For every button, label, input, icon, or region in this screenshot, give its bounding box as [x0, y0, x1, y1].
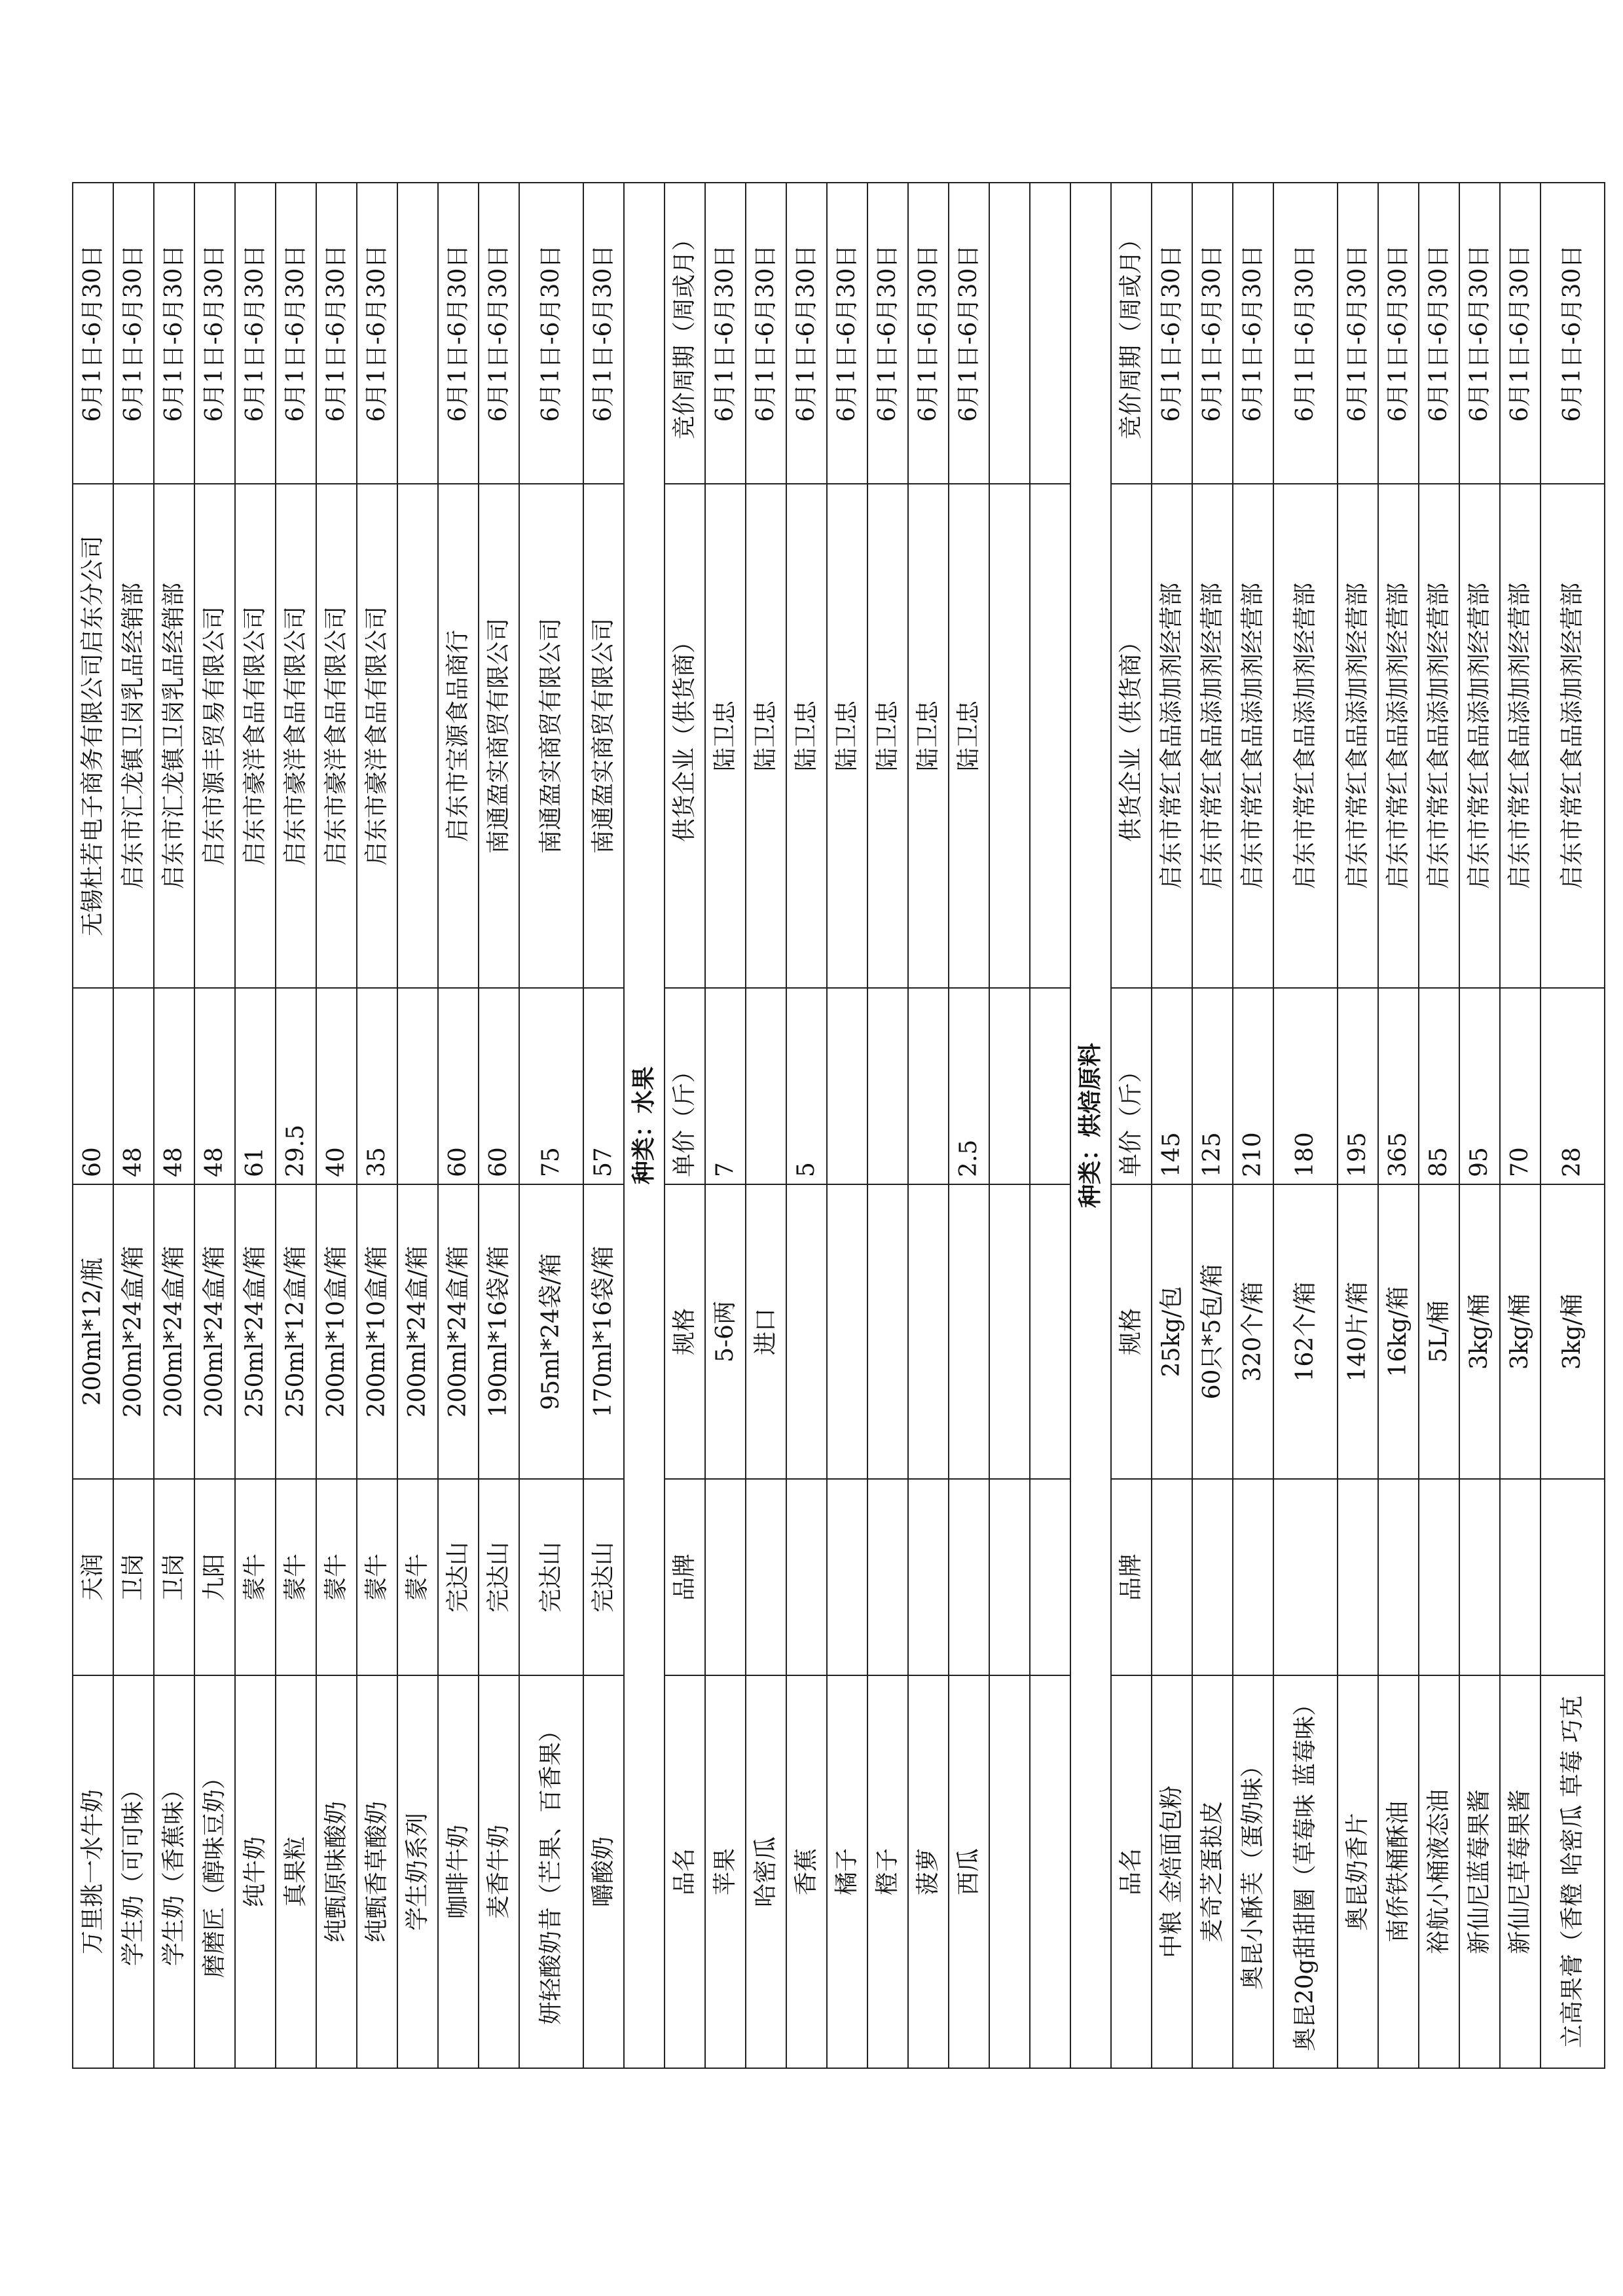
cell-price: 365 — [1378, 988, 1419, 1184]
cell-name: 纯牛奶 — [235, 1675, 276, 2068]
cell-period: 6月1日-6月30日 — [1459, 183, 1500, 484]
baking-row — [1338, 183, 1378, 2068]
cell-price — [746, 988, 786, 1184]
fruit-row — [746, 183, 786, 2068]
cell-brand: 完达山 — [479, 1479, 519, 1675]
cell-brand — [827, 1479, 867, 1675]
cell-brand: 蒙牛 — [316, 1479, 357, 1675]
cell-spec: 3kg/桶 — [1459, 1184, 1500, 1479]
cell-period: 6月1日-6月30日 — [583, 183, 624, 484]
dairy-row — [438, 183, 479, 2068]
dairy-row — [583, 183, 624, 2068]
section-title: 种类：水果 — [624, 183, 665, 2068]
cell-spec: 200ml*24盒/箱 — [438, 1184, 479, 1479]
cell-name: 学生奶（可可味） — [113, 1675, 154, 2068]
cell-supplier: 无锡杜若电子商务有限公司启东分公司 — [73, 484, 113, 988]
cell-price: 85 — [1419, 988, 1459, 1184]
cell-supplier: 启东市汇龙镇卫岗乳品经销部 — [154, 484, 194, 988]
cell-period: 6月1日-6月30日 — [1152, 183, 1192, 484]
cell-supplier: 启东市豪洋食品有限公司 — [235, 484, 276, 988]
cell-supplier: 南通盈实商贸有限公司 — [583, 484, 624, 988]
cell-price: 60 — [438, 988, 479, 1184]
dairy-row — [357, 183, 397, 2068]
cell-price: 48 — [154, 988, 194, 1184]
cell-spec: 3kg/桶 — [1541, 1184, 1605, 1479]
cell-period: 6月1日-6月30日 — [154, 183, 194, 484]
baking-row — [1192, 183, 1233, 2068]
cell-supplier: 启东市汇龙镇卫岗乳品经销部 — [113, 484, 154, 988]
cell-supplier: 陆卫忠 — [949, 484, 989, 988]
cell-price: 单价（斤） — [665, 988, 705, 1184]
cell-period: 6月1日-6月30日 — [73, 183, 113, 484]
fruit-header-row — [665, 183, 705, 2068]
cell-price: 29.5 — [276, 988, 316, 1184]
cell-price: 48 — [113, 988, 154, 1184]
cell-name: 新仙尼草莓果酱 — [1500, 1675, 1541, 2068]
cell-price: 95 — [1459, 988, 1500, 1184]
cell-brand: 九阳 — [194, 1479, 235, 1675]
baking-row — [1459, 183, 1500, 2068]
cell-spec: 162个/箱 — [1273, 1184, 1338, 1479]
cell-period: 竞价周期（周或月） — [1111, 183, 1152, 484]
cell-spec — [867, 1184, 908, 1479]
cell-price: 7 — [705, 988, 746, 1184]
cell-spec: 60只*5包/箱 — [1192, 1184, 1233, 1479]
cell-period: 6月1日-6月30日 — [1338, 183, 1378, 484]
cell-period: 6月1日-6月30日 — [1273, 183, 1338, 484]
cell-brand — [1500, 1479, 1541, 1675]
fruit-row — [949, 183, 989, 2068]
baking-header-row — [1111, 183, 1152, 2068]
dairy-row — [235, 183, 276, 2068]
fruit-row — [786, 183, 827, 2068]
cell-brand: 卫岗 — [113, 1479, 154, 1675]
cell-name: 麦香牛奶 — [479, 1675, 519, 2068]
cell-period: 6月1日-6月30日 — [1233, 183, 1273, 484]
cell-spec: 16kg/箱 — [1378, 1184, 1419, 1479]
cell-price — [827, 988, 867, 1184]
cell-brand: 蒙牛 — [397, 1479, 438, 1675]
cell-name: 橘子 — [827, 1675, 867, 2068]
cell-brand — [1273, 1479, 1338, 1675]
cell-price: 28 — [1541, 988, 1605, 1184]
cell-period: 6月1日-6月30日 — [316, 183, 357, 484]
cell-spec: 200ml*12/瓶 — [73, 1184, 113, 1479]
cell-name: 纯甄香草酸奶 — [357, 1675, 397, 2068]
section-title: 种类：烘焙原料 — [1070, 183, 1111, 2068]
cell-name: 新仙尼蓝莓果酱 — [1459, 1675, 1500, 2068]
cell-brand — [1152, 1479, 1192, 1675]
cell-spec: 200ml*24盒/箱 — [154, 1184, 194, 1479]
dairy-row — [276, 183, 316, 2068]
cell-brand — [1459, 1479, 1500, 1675]
cell-name: 香蕉 — [786, 1675, 827, 2068]
cell-supplier: 南通盈实商贸有限公司 — [519, 484, 583, 988]
cell-supplier: 启东市常红食品添加剂经营部 — [1338, 484, 1378, 988]
cell-name: 麦奇芝蛋挞皮 — [1192, 1675, 1233, 2068]
cell-name: 苹果 — [705, 1675, 746, 2068]
cell-brand: 蒙牛 — [235, 1479, 276, 1675]
section-title-row — [624, 183, 665, 2068]
cell-period: 6月1日-6月30日 — [1419, 183, 1459, 484]
section-title-row — [1070, 183, 1111, 2068]
cell-supplier: 启东市常红食品添加剂经营部 — [1273, 484, 1338, 988]
cell-price: 单价（斤） — [1111, 988, 1152, 1184]
cell-spec — [786, 1184, 827, 1479]
cell-spec: 200ml*24盒/箱 — [194, 1184, 235, 1479]
cell-spec: 320个/箱 — [1233, 1184, 1273, 1479]
cell-spec: 170ml*16袋/箱 — [583, 1184, 624, 1479]
dairy-row — [397, 183, 438, 2068]
cell-period: 6月1日-6月30日 — [867, 183, 908, 484]
cell-spec: 250ml*24盒/箱 — [235, 1184, 276, 1479]
baking-row — [1500, 183, 1541, 2068]
cell-name: 哈密瓜 — [746, 1675, 786, 2068]
cell-period: 6月1日-6月30日 — [1541, 183, 1605, 484]
cell-supplier: 启东市常红食品添加剂经营部 — [1541, 484, 1605, 988]
cell-supplier: 南通盈实商贸有限公司 — [479, 484, 519, 988]
cell-supplier: 陆卫忠 — [867, 484, 908, 988]
baking-row — [1152, 183, 1192, 2068]
fruit-row — [827, 183, 867, 2068]
cell-brand — [1192, 1479, 1233, 1675]
cell-price — [908, 988, 949, 1184]
baking-row — [1541, 183, 1605, 2068]
cell-brand — [1419, 1479, 1459, 1675]
cell-price: 35 — [357, 988, 397, 1184]
cell-spec: 140片/箱 — [1338, 1184, 1378, 1479]
cell-brand — [1378, 1479, 1419, 1675]
cell-spec: 5L/桶 — [1419, 1184, 1459, 1479]
cell-period: 竞价周期（周或月） — [665, 183, 705, 484]
cell-period: 6月1日-6月30日 — [438, 183, 479, 484]
cell-price: 48 — [194, 988, 235, 1184]
cell-supplier: 陆卫忠 — [908, 484, 949, 988]
cell-spec: 200ml*10盒/箱 — [316, 1184, 357, 1479]
cell-period: 6月1日-6月30日 — [949, 183, 989, 484]
cell-spec: 进口 — [746, 1184, 786, 1479]
cell-brand: 完达山 — [519, 1479, 583, 1675]
cell-period: 6月1日-6月30日 — [235, 183, 276, 484]
cell-spec: 200ml*24盒/箱 — [397, 1184, 438, 1479]
cell-name: 橙子 — [867, 1675, 908, 2068]
cell-spec: 规格 — [665, 1184, 705, 1479]
cell-supplier: 陆卫忠 — [786, 484, 827, 988]
dairy-row — [519, 183, 583, 2068]
cell-name: 万里挑一水牛奶 — [73, 1675, 113, 2068]
cell-spec — [908, 1184, 949, 1479]
cell-supplier: 启东市宝源食品商行 — [438, 484, 479, 988]
cell-supplier: 启东市豪洋食品有限公司 — [357, 484, 397, 988]
cell-name: 品名 — [1111, 1675, 1152, 2068]
cell-name: 纯甄原味酸奶 — [316, 1675, 357, 2068]
cell-period: 6月1日-6月30日 — [276, 183, 316, 484]
cell-period — [397, 183, 438, 484]
cell-brand — [705, 1479, 746, 1675]
cell-name: 南侨铁桶酥油 — [1378, 1675, 1419, 2068]
cell-supplier: 陆卫忠 — [827, 484, 867, 988]
cell-supplier: 供货企业（供货商） — [1111, 484, 1152, 988]
cell-brand — [908, 1479, 949, 1675]
cell-supplier: 启东市常红食品添加剂经营部 — [1459, 484, 1500, 988]
cell-brand: 品牌 — [665, 1479, 705, 1675]
cell-spec: 3kg/桶 — [1500, 1184, 1541, 1479]
cell-name: 立高果膏（香橙 哈密瓜 草莓 巧克 — [1541, 1675, 1605, 2068]
cell-brand — [746, 1479, 786, 1675]
cell-period: 6月1日-6月30日 — [113, 183, 154, 484]
cell-brand: 完达山 — [438, 1479, 479, 1675]
dairy-row — [194, 183, 235, 2068]
cell-period: 6月1日-6月30日 — [827, 183, 867, 484]
baking-row — [1233, 183, 1273, 2068]
cell-name: 奥昆20g甜甜圈（草莓味 蓝莓味） — [1273, 1675, 1338, 2068]
cell-price: 60 — [73, 988, 113, 1184]
cell-name: 菠萝 — [908, 1675, 949, 2068]
cell-supplier: 启东市常红食品添加剂经营部 — [1233, 484, 1273, 988]
cell-brand: 完达山 — [583, 1479, 624, 1675]
cell-price: 75 — [519, 988, 583, 1184]
cell-period: 6月1日-6月30日 — [1378, 183, 1419, 484]
blank-row — [989, 183, 1030, 2068]
cell-brand — [1338, 1479, 1378, 1675]
cell-spec: 5-6两 — [705, 1184, 746, 1479]
cell-brand — [1233, 1479, 1273, 1675]
cell-period: 6月1日-6月30日 — [746, 183, 786, 484]
cell-name: 西瓜 — [949, 1675, 989, 2068]
cell-spec: 规格 — [1111, 1184, 1152, 1479]
cell-brand — [867, 1479, 908, 1675]
cell-period: 6月1日-6月30日 — [194, 183, 235, 484]
cell-supplier: 启东市豪洋食品有限公司 — [316, 484, 357, 988]
cell-period: 6月1日-6月30日 — [1192, 183, 1233, 484]
cell-brand: 天润 — [73, 1479, 113, 1675]
cell-supplier: 启东市常红食品添加剂经营部 — [1192, 484, 1233, 988]
rotated-page — [72, 183, 1586, 2069]
baking-row — [1378, 183, 1419, 2068]
cell-name: 嚼酸奶 — [583, 1675, 624, 2068]
dairy-row — [316, 183, 357, 2068]
dairy-row — [154, 183, 194, 2068]
cell-price: 70 — [1500, 988, 1541, 1184]
cell-period: 6月1日-6月30日 — [786, 183, 827, 484]
cell-supplier: 启东市源丰贸易有限公司 — [194, 484, 235, 988]
price-table — [72, 182, 1605, 2069]
cell-price: 60 — [479, 988, 519, 1184]
cell-name: 学生奶（香蕉味） — [154, 1675, 194, 2068]
cell-spec: 190ml*16袋/箱 — [479, 1184, 519, 1479]
cell-price: 61 — [235, 988, 276, 1184]
cell-spec: 200ml*24盒/箱 — [113, 1184, 154, 1479]
cell-name: 学生奶系列 — [397, 1675, 438, 2068]
cell-supplier: 启东市常红食品添加剂经营部 — [1419, 484, 1459, 988]
cell-supplier: 启东市常红食品添加剂经营部 — [1152, 484, 1192, 988]
cell-period: 6月1日-6月30日 — [1500, 183, 1541, 484]
cell-brand: 蒙牛 — [357, 1479, 397, 1675]
cell-price: 40 — [316, 988, 357, 1184]
cell-supplier: 启东市常红食品添加剂经营部 — [1500, 484, 1541, 988]
cell-supplier: 启东市豪洋食品有限公司 — [276, 484, 316, 988]
cell-name: 裕航小桶液态油 — [1419, 1675, 1459, 2068]
cell-price: 2.5 — [949, 988, 989, 1184]
baking-row — [1419, 183, 1459, 2068]
cell-spec: 250ml*12盒/箱 — [276, 1184, 316, 1479]
cell-brand: 品牌 — [1111, 1479, 1152, 1675]
fruit-row — [867, 183, 908, 2068]
cell-price: 195 — [1338, 988, 1378, 1184]
cell-supplier: 陆卫忠 — [746, 484, 786, 988]
cell-supplier: 供货企业（供货商） — [665, 484, 705, 988]
cell-spec: 25kg/包 — [1152, 1184, 1192, 1479]
cell-name: 品名 — [665, 1675, 705, 2068]
cell-supplier: 陆卫忠 — [705, 484, 746, 988]
cell-spec: 95ml*24袋/箱 — [519, 1184, 583, 1479]
cell-price — [397, 988, 438, 1184]
fruit-row — [908, 183, 949, 2068]
cell-price: 210 — [1233, 988, 1273, 1184]
cell-period: 6月1日-6月30日 — [705, 183, 746, 484]
dairy-row — [479, 183, 519, 2068]
cell-price: 180 — [1273, 988, 1338, 1184]
cell-price — [867, 988, 908, 1184]
cell-spec — [827, 1184, 867, 1479]
cell-supplier — [397, 484, 438, 988]
cell-period: 6月1日-6月30日 — [357, 183, 397, 484]
cell-brand — [949, 1479, 989, 1675]
cell-brand — [1541, 1479, 1605, 1675]
cell-brand — [786, 1479, 827, 1675]
cell-price: 57 — [583, 988, 624, 1184]
cell-price: 5 — [786, 988, 827, 1184]
cell-spec — [949, 1184, 989, 1479]
cell-name: 奥昆小酥芙（蛋奶味） — [1233, 1675, 1273, 2068]
cell-supplier: 启东市常红食品添加剂经营部 — [1378, 484, 1419, 988]
cell-period: 6月1日-6月30日 — [519, 183, 583, 484]
cell-name: 奥昆奶香片 — [1338, 1675, 1378, 2068]
fruit-row — [705, 183, 746, 2068]
cell-name: 中粮 金焙面包粉 — [1152, 1675, 1192, 2068]
cell-price: 125 — [1192, 988, 1233, 1184]
cell-brand: 卫岗 — [154, 1479, 194, 1675]
cell-spec: 200ml*10盒/箱 — [357, 1184, 397, 1479]
cell-period: 6月1日-6月30日 — [479, 183, 519, 484]
blank-row — [1030, 183, 1070, 2068]
dairy-row — [113, 183, 154, 2068]
cell-period: 6月1日-6月30日 — [908, 183, 949, 484]
cell-name: 咖啡牛奶 — [438, 1675, 479, 2068]
cell-name: 妍轻酸奶昔（芒果、百香果） — [519, 1675, 583, 2068]
dairy-row — [73, 183, 113, 2068]
cell-brand: 蒙牛 — [276, 1479, 316, 1675]
cell-price: 145 — [1152, 988, 1192, 1184]
cell-name: 磨磨匠（醇味豆奶） — [194, 1675, 235, 2068]
cell-name: 真果粒 — [276, 1675, 316, 2068]
baking-row — [1273, 183, 1338, 2068]
